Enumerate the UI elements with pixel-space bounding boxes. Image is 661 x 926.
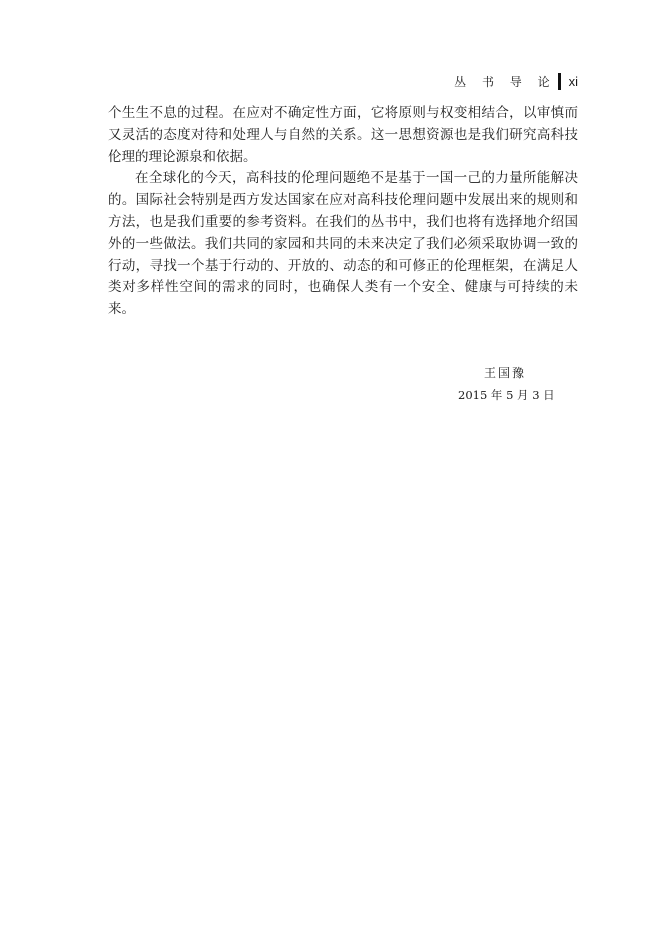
paragraph-1: 个生生不息的过程。在应对不确定性方面，它将原则与权变相结合，以审慎而又灵活的态度对待和处理人与自然的关系。这一思想资源也是我们研究高科技伦理的理论源泉和依据。 (108, 105, 578, 165)
paragraph-2: 在全球化的今天，高科技的伦理问题绝不是基于一国一己的力量所能解决的。国际社会特别是西方发达国家在应对高科技伦理问题中发展出来的规则和方法，也是我们重要的参考资料。在我们的丛书中，我们也将有选择地介绍国外的一些做法。我们共同的家园和共同的未来决定了我们必须采取协调一致的行动，寻找一个基于行动的、开放的、动态的和可修正的伦理框架，在满足人类对多样性空间的需求的同时，也确保人类有一个安全、健康与可持续的未来。 (108, 170, 578, 318)
page-number: xi (568, 73, 578, 89)
running-header (454, 71, 578, 91)
header-title: 丛 书 导 论 (454, 74, 556, 89)
header-divider-bar (558, 73, 561, 90)
author-signature: 王国豫 (484, 366, 527, 380)
signature-date: 2015 年 5 月 3 日 (458, 388, 555, 402)
body-text (108, 103, 578, 321)
